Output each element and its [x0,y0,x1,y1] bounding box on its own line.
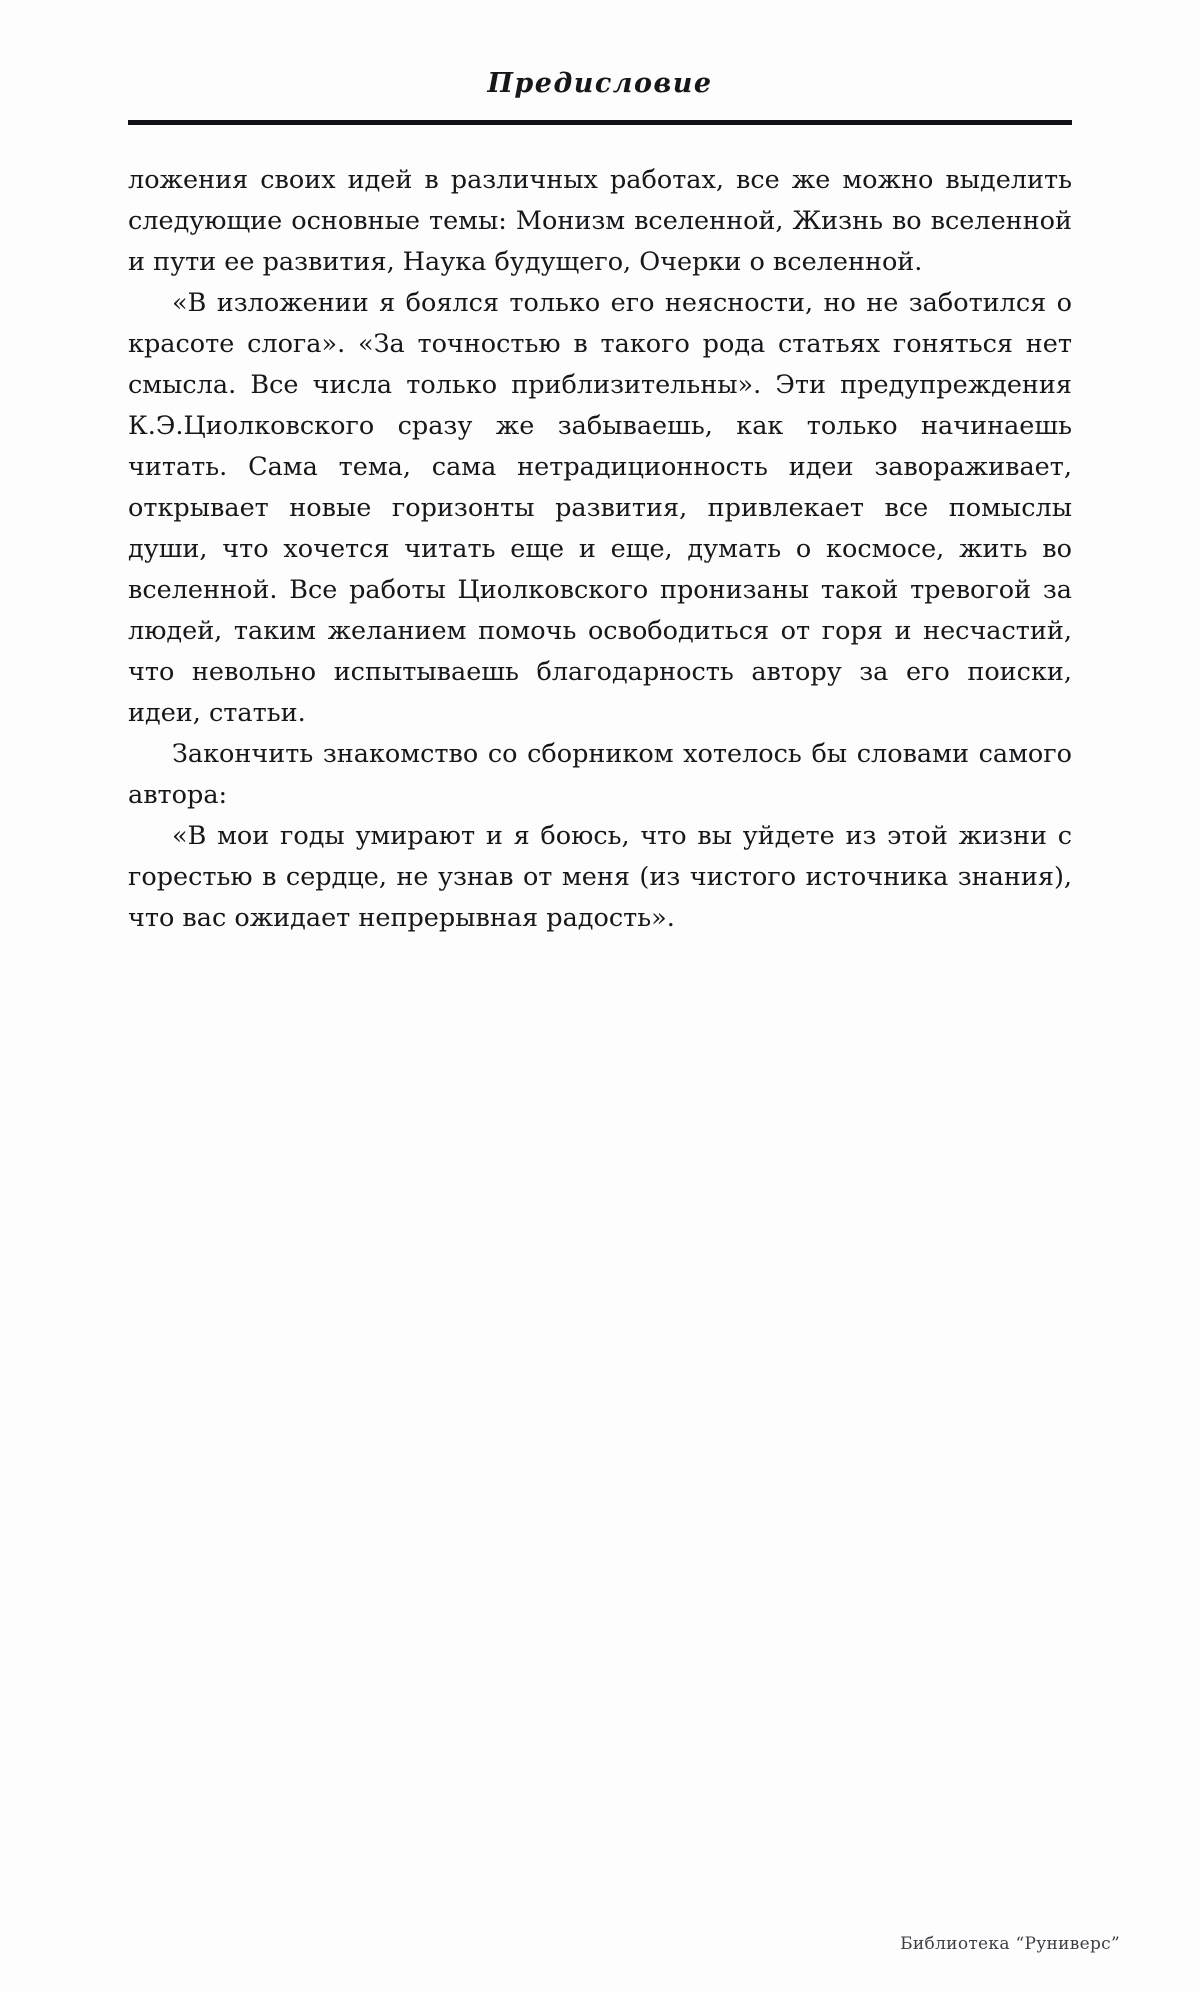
paragraph-quote: «В мои годы умирают и я боюсь, что вы уйдете из этой жизни с горестью в сердце, не узнав от меня (из чистого источника знания), что вас ожидает непрерывная радость». [128,821,1072,933]
page-body-text [128,160,1072,939]
page-running-head: Предисловие [487,68,713,99]
paragraph: Закончить знакомство со сборником хотелось бы словами самого автора: [128,739,1072,810]
paragraph-continuation: ложения своих идей в различных работах, все же можно выделить следующие основные темы: Монизм вселенной, Жизнь во вселенной и пути ее развития, Наука будущего, Очерки о вселенной. [128,165,1072,277]
header-divider-rule [128,120,1072,125]
paragraph: «В изложении я боялся только его неясности, но не заботился о красоте слога». «За точностью в такого рода статьях гоняться нет смысла. Все числа только приблизительны». Эти предупреждения К.Э.Циолковского сразу же забываешь, как только начинаешь читать. Сама тема, сама нетрадиционность идеи завораживает, открывает новые горизонты развития, привлекает все помыслы души, что хочется читать еще и еще, думать о космосе, жить во вселенной. Все работы Циолковского пронизаны такой тревогой за людей, таким желанием помочь освободиться от горя и несчастий, что невольно испытываешь благодарность автору за его поиски, идеи, статьи. [128,288,1072,728]
footer-library-credit: Библиотека “Руниверс” [900,1934,1120,1954]
